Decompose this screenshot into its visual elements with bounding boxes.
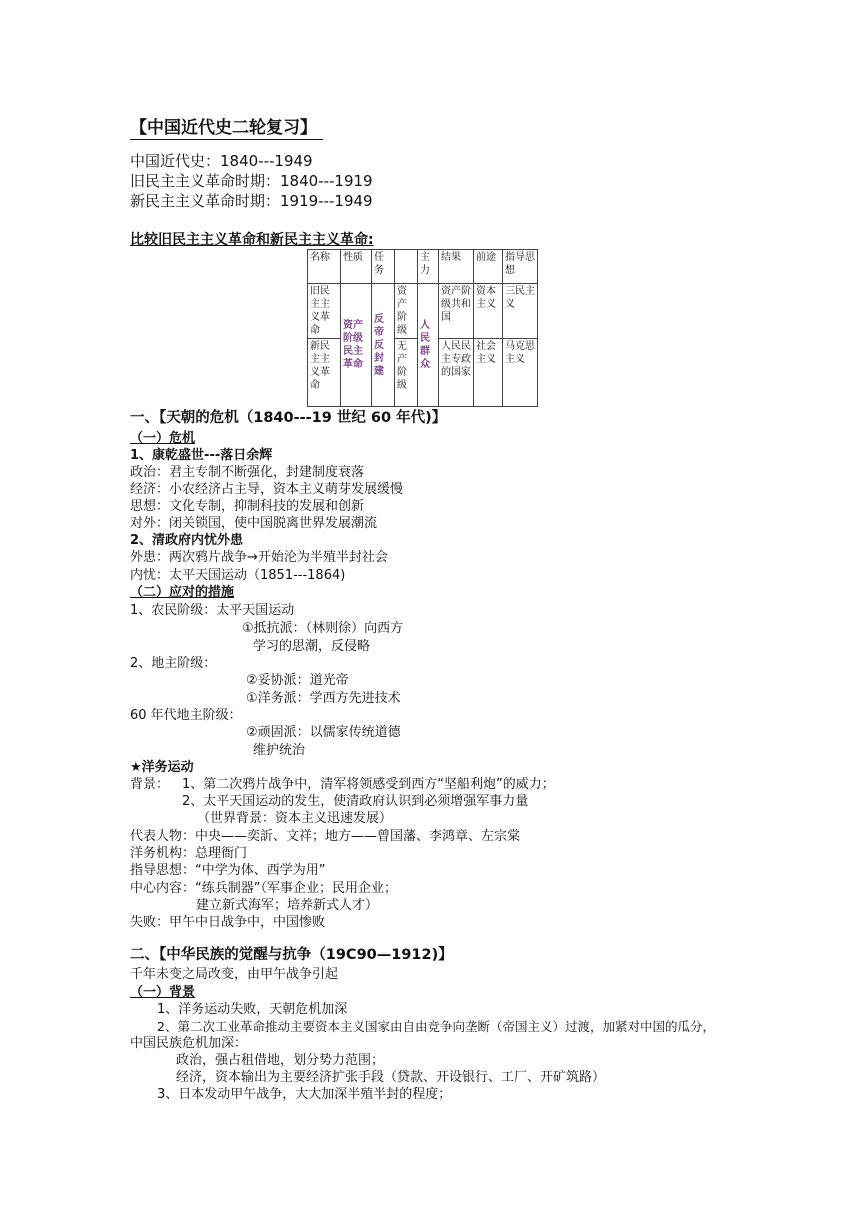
text-line: 背景： — [130, 777, 170, 792]
table-header-cell — [395, 250, 418, 284]
table-cell: 三民主义 — [503, 284, 538, 339]
text-line: （世界背景：资本主义迅速发展） — [197, 811, 393, 826]
subsection-heading: （一）危机 — [130, 431, 196, 446]
table-cell: 无产阶级 — [395, 339, 418, 407]
text-line: 中国民族危机加深： — [130, 1036, 248, 1051]
item-heading: ★洋务运动 — [130, 760, 194, 775]
text-line: 指导思想：“中学为体、西学为用” — [130, 863, 326, 878]
text-line: 经济：小农经济占主导，资本主义萌芽发展缓慢 — [130, 482, 404, 497]
compare-heading: 比较旧民主主义革命和新民主主义革命: — [130, 232, 374, 248]
text-line: 2、第二次工业革命推动主要资本主义国家由自由竞争向垄断（帝国主义）过渡，加紧对中国的瓜分， — [157, 1019, 715, 1034]
item-heading: 2、清政府内忧外患 — [130, 533, 244, 548]
table-header-row — [308, 250, 538, 284]
comparison-table — [307, 249, 538, 407]
table-cell-nature: 资产阶级民主革命 — [341, 284, 372, 407]
text-line: 内忧：太平天国运动（1851---1864) — [130, 568, 346, 583]
text-line: 思想：文化专制，抑制科技的发展和创新 — [130, 499, 365, 514]
table-cell-task: 反帝反封建 — [372, 284, 395, 407]
text-line: 失败：甲午中日战争中，中国惨败 — [130, 915, 326, 930]
table-cell: 旧民主主义革命 — [308, 284, 341, 339]
text-line: 60 年代地主阶级： — [130, 708, 242, 723]
table-row — [308, 284, 538, 339]
table-header-cell: 指导思想 — [503, 250, 538, 284]
text-line: 1、第二次鸦片战争中，清军将领感受到西方“坚船利炮”的威力； — [182, 777, 555, 792]
text-line: 经济，资本输出为主要经济扩张手段（贷款、开设银行、工厂、开矿筑路） — [176, 1070, 606, 1085]
text-line: 1、洋务运动失败，天朝危机加深 — [157, 1002, 348, 1017]
text-line: 对外：闭关锁国，使中国脱离世界发展潮流 — [130, 516, 378, 531]
table-header-cell: 任务 — [372, 250, 395, 284]
text-line: 政治，强占租借地，划分势力范围； — [176, 1053, 385, 1068]
table-header-cell: 结果 — [439, 250, 474, 284]
text-line: 学习的思潮，反侵略 — [253, 639, 371, 654]
period-line: 新民主主义革命时期：1919---1949 — [130, 192, 373, 210]
text-line: 中心内容：“练兵制器”（军事企业；民用企业； — [130, 881, 397, 896]
table-cell — [395, 284, 418, 339]
subsection-heading: （二）应对的措施 — [130, 585, 235, 600]
item-heading: 1、康乾盛世---落日余辉 — [130, 448, 273, 463]
text-line: 3、日本发动甲午战争，大大加深半殖半封的程度； — [157, 1087, 452, 1102]
text-line: 建立新式海军；培养新式人才） — [196, 898, 379, 913]
class-suffix: 阶级 — [397, 312, 407, 336]
section-heading: 一、【天朝的危机（1840---19 世纪 60 年代)】 — [130, 410, 447, 426]
page-title: 【中国近代史二轮复习】 — [130, 117, 323, 140]
table-cell: 马克思主义 — [503, 339, 538, 407]
text-line: 2、太平天国运动的发生，使清政府认识到必须增强军事力量 — [182, 794, 529, 809]
table-cell: 资本主义 — [474, 284, 503, 339]
class-name: 资产 — [397, 286, 407, 310]
table-cell: 人民民主专政的国家 — [439, 339, 474, 407]
text-line: ②顽固派：以儒家传统道德 — [246, 725, 401, 740]
subsection-heading: （一）背景 — [130, 985, 196, 1000]
text-line: ①抵抗派：（林则徐）向西方 — [242, 621, 404, 636]
text-line: 1、农民阶级：太平天国运动 — [130, 603, 295, 618]
period-line: 中国近代史：1840---1949 — [130, 152, 313, 170]
text-line: ①洋务派：学西方先进技术 — [246, 691, 401, 706]
text-line: 外患：两次鸦片战争→开始沦为半殖半封社会 — [130, 550, 388, 565]
table-header-cell: 性质 — [341, 250, 372, 284]
text-line: 维护统治 — [253, 743, 306, 758]
table-header-cell: 前途 — [474, 250, 503, 284]
text-line: 千年未变之局改变，由甲午战争引起 — [130, 967, 339, 982]
section-heading: 二、【中华民族的觉醒与抗争（19C90—1912)】 — [130, 947, 453, 963]
text-line: 政治：君主专制不断强化，封建制度衰落 — [130, 465, 365, 480]
table-cell: 资产阶级共和国 — [439, 284, 474, 339]
table-cell: 社会主义 — [474, 339, 503, 407]
text-line: 代表人物：中央——奕訢、文祥；地方——曾国藩、李鸿章、左宗棠 — [130, 829, 521, 844]
period-line: 旧民主主义革命时期：1840---1919 — [130, 172, 373, 190]
text-line: 2、地主阶级： — [130, 656, 217, 671]
text-line: 洋务机构：总理衙门 — [130, 846, 248, 861]
table-header-cell: 名称 — [308, 250, 341, 284]
text-line: ②妥协派：道光帝 — [246, 673, 349, 688]
table-cell: 新民主主义革命 — [308, 339, 341, 407]
table-cell-force: 人民群众 — [418, 284, 439, 407]
table-header-cell: 主力 — [418, 250, 439, 284]
